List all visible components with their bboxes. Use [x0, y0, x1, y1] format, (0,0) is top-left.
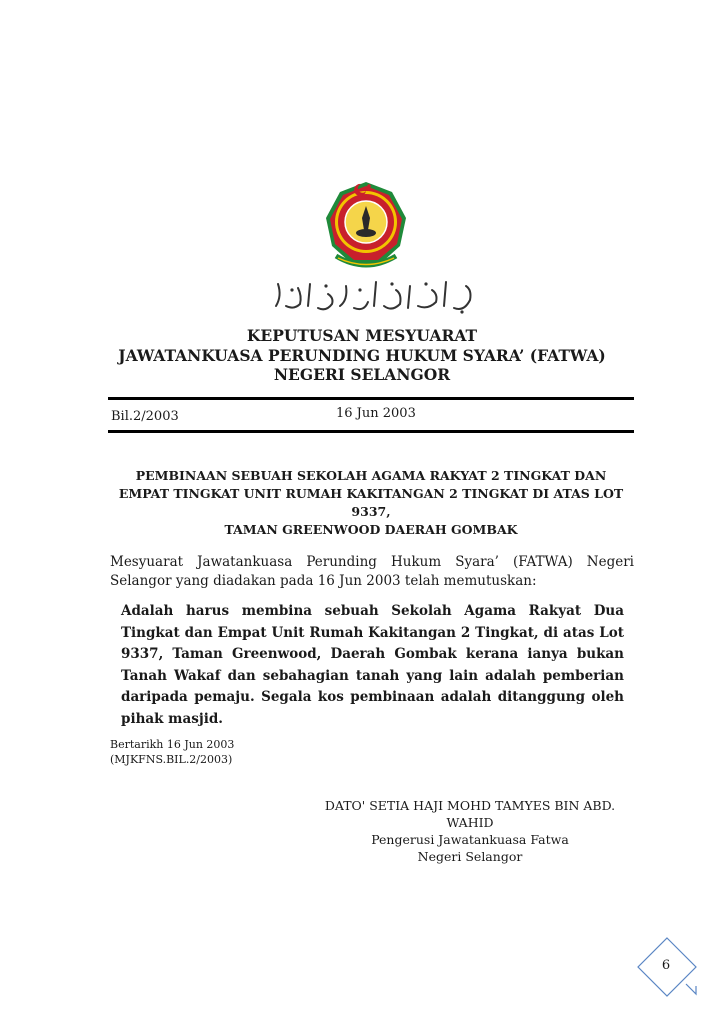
dated-date: Bertarikh 16 Jun 2003 — [110, 738, 235, 751]
page-number: 6 — [661, 958, 671, 973]
reference-date: 16 Jun 2003 — [336, 406, 416, 421]
header-title: KEPUTUSAN MESYUARAT — [246, 326, 478, 345]
jawi-calligraphy-jabatan-mufti-negeri-selangor-icon — [268, 276, 478, 316]
dated-reference: (MJKFNS.BIL.2/2003) — [110, 753, 233, 766]
divider-top — [108, 397, 634, 400]
header-state: NEGERI SELANGOR — [273, 365, 451, 384]
intro-paragraph — [110, 553, 634, 591]
divider-bottom — [108, 430, 634, 433]
subject-line-2: EMPAT TINGKAT UNIT RUMAH KAKITANGAN 2 TINGKAT DI ATAS LOT 9337, — [118, 486, 624, 519]
document-header — [0, 326, 724, 385]
decision-line-4: sebahagian tanah yang lain adalah pemberian daripada pemaju. Segala kos — [121, 667, 624, 705]
subject-heading — [108, 467, 634, 539]
intro-line-2: diadakan pada 16 Jun 2003 telah memutuskan: — [213, 573, 537, 589]
header-committee: JAWATANKUASA PERUNDING HUKUM SYARA’ (FATWA) — [118, 345, 606, 365]
decision-line-2: Empat Unit Rumah Kakitangan 2 Tingkat, di atas Lot 9337, Taman — [121, 624, 625, 662]
subject-line-1: PEMBINAAN SEBUAH SEKOLAH AGAMA RAKYAT 2 TINGKAT DAN — [135, 468, 607, 483]
signature-block — [300, 797, 640, 865]
signatory-title: Pengerusi Jawatankuasa Fatwa — [371, 832, 569, 847]
decision-paragraph — [121, 601, 624, 730]
signatory-state: Negeri Selangor — [417, 849, 523, 864]
decision-line-1: Adalah harus membina sebuah Sekolah Agama Rakyat Dua Tingkat dan — [121, 603, 624, 641]
jabatan-mufti-selangor-emblem-icon — [322, 178, 410, 274]
intro-line-1: Mesyuarat Jawatankuasa Perunding Hukum Syara’ (FATWA) Negeri Selangor yang — [110, 554, 634, 589]
subject-line-3: TAMAN GREENWOOD DAERAH GOMBAK — [224, 522, 518, 537]
dated-block — [110, 737, 234, 767]
signatory-name: DATO' SETIA HAJI MOHD TAMYES BIN ABD. WAHID — [324, 798, 616, 830]
decision-line-3: Greenwood, Daerah Gombak kerana ianya bukan Tanah Wakaf dan — [121, 646, 624, 684]
reference-number: Bil.2/2003 — [111, 409, 179, 424]
decision-line-5: pembinaan adalah ditanggung oleh pihak masjid. — [121, 689, 624, 727]
